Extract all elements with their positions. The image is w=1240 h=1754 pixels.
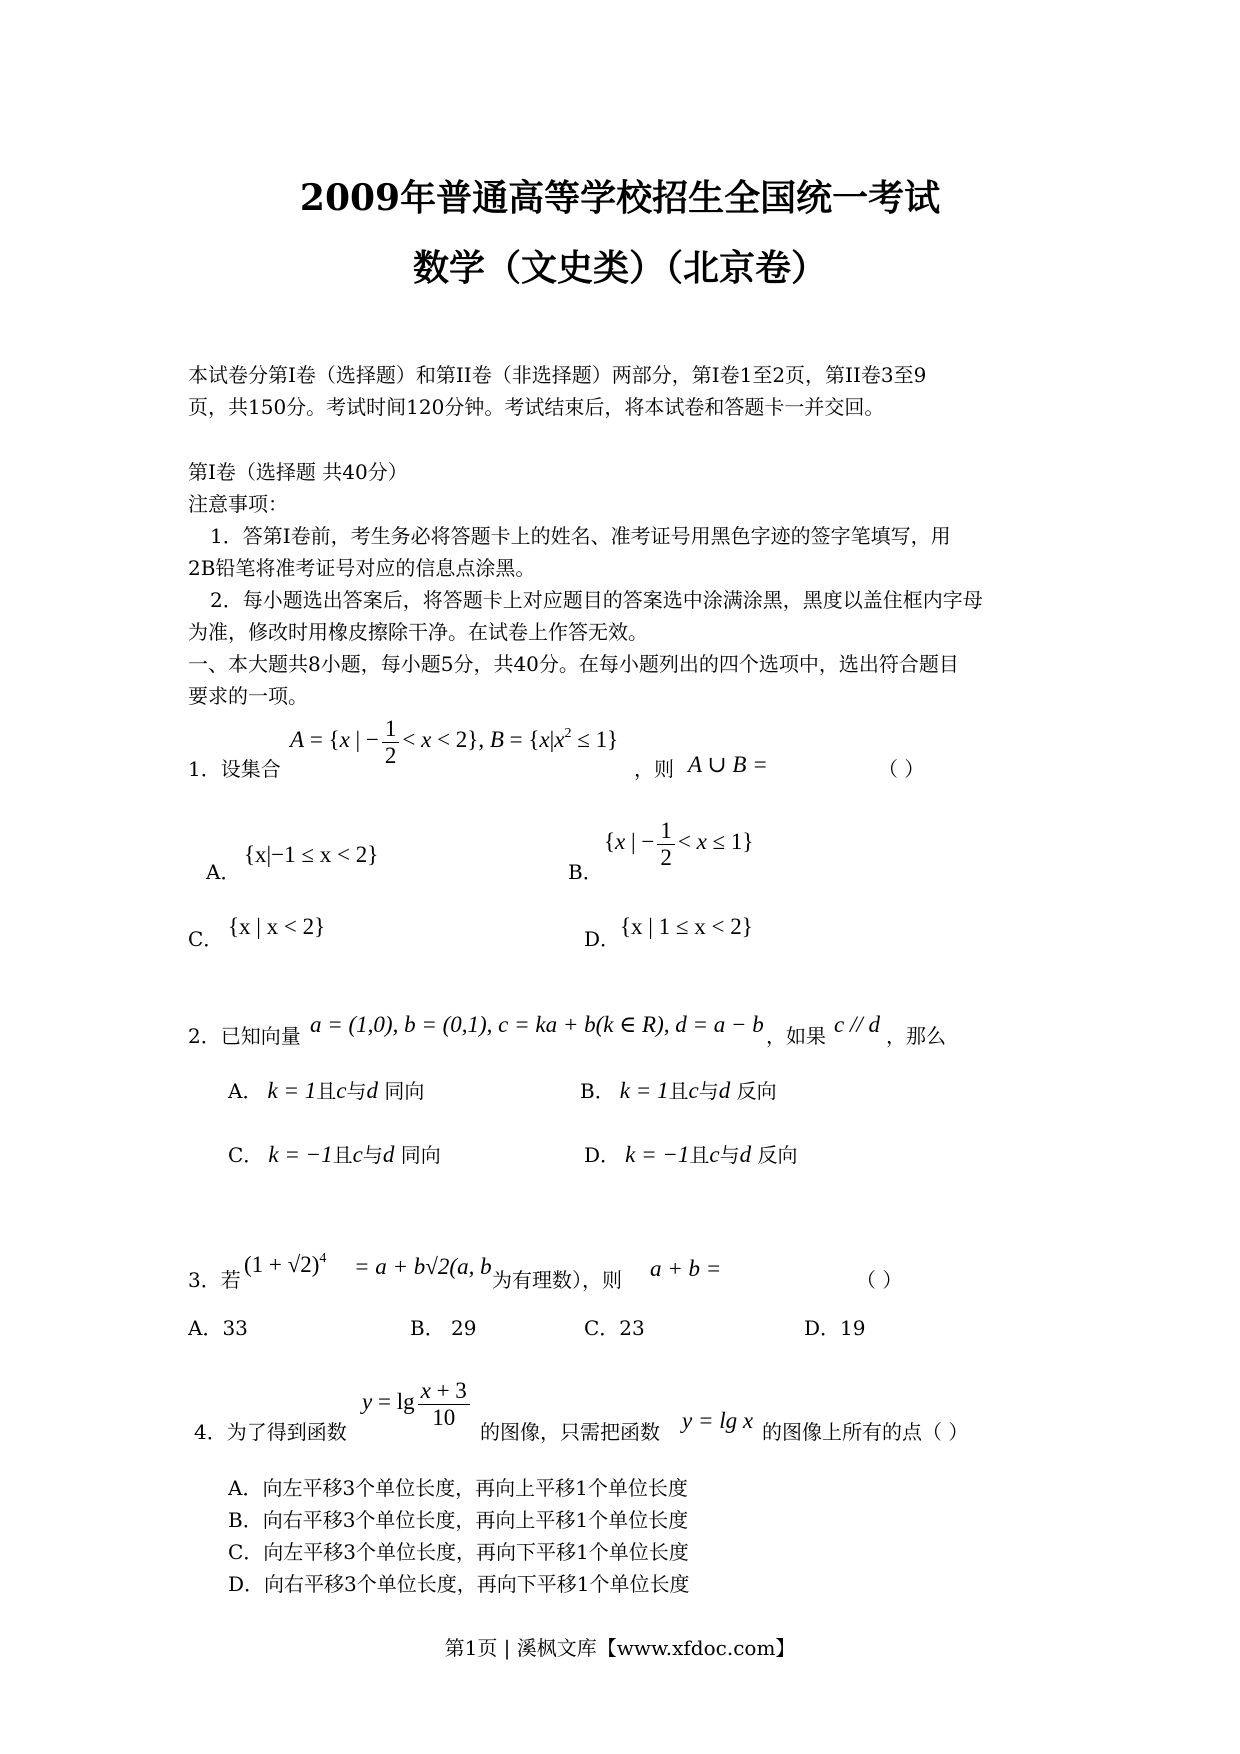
q4-option-a: A．向左平移3个单位长度，再向上平移1个单位长度 bbox=[228, 1476, 688, 1500]
q1-sets-formula: A = {x | − $\frac{1}{2}$ < x < 2}, B = {x|x2 ≤ 1} bbox=[290, 716, 619, 768]
q1-option-b: {x | − $\frac{1}{2}$ < x ≤ 1} bbox=[604, 818, 754, 870]
q1-prefix: 1．设集合 bbox=[188, 757, 281, 781]
q4-function-1: y = lg $\frac{x + 3}{10}$ bbox=[362, 1378, 473, 1431]
q4-prefix: 4．为了得到函数 bbox=[194, 1420, 347, 1444]
note-1-line-2: 2B铅笔将准考证号对应的信息点涂黑。 bbox=[188, 556, 536, 580]
q4-function-2: y = lg x bbox=[682, 1408, 754, 1433]
q1-option-c-label: C． bbox=[188, 927, 224, 951]
notes-header: 注意事项： bbox=[188, 492, 288, 516]
q2-then: ，那么 bbox=[886, 1024, 946, 1048]
q2-if: ，如果 bbox=[766, 1024, 826, 1048]
q3-prefix: 3．若 bbox=[188, 1268, 241, 1292]
intro-line-2: 页，共150分。考试时间120分钟。考试结束后，将本试卷和答题卡一并交回。 bbox=[188, 395, 885, 419]
q3-power-formula: (1 + √2)4 bbox=[244, 1251, 327, 1277]
q3-middle: 为有理数），则 bbox=[492, 1268, 622, 1292]
q1-option-a: {x|−1 ≤ x < 2} bbox=[244, 842, 379, 867]
q2-option-c: C． k = −1且c与d 同向 bbox=[228, 1142, 441, 1167]
document-title: 2009年普通高等学校招生全国统一考试 bbox=[299, 177, 941, 219]
q4-option-d: D．向右平移3个单位长度，再向下平移1个单位长度 bbox=[228, 1572, 690, 1596]
document-subtitle: 数学（文史类）（北京卷） bbox=[412, 247, 827, 289]
q4-option-c: C．向左平移3个单位长度，再向下平移1个单位长度 bbox=[228, 1540, 689, 1564]
q1-option-c: {x | x < 2} bbox=[228, 914, 326, 939]
q4-option-b: B．向右平移3个单位长度，再向上平移1个单位长度 bbox=[228, 1508, 689, 1532]
q4-suffix: 的图像上所有的点（ ） bbox=[762, 1420, 969, 1444]
q1-option-b-label: B． bbox=[568, 860, 603, 884]
section-1-line-1: 一、本大题共8小题，每小题5分，共40分。在每小题列出的四个选项中，选出符合题目 bbox=[188, 652, 959, 676]
q3-option-c: C．23 bbox=[584, 1316, 645, 1340]
q3-option-d: D．19 bbox=[804, 1316, 866, 1340]
q2-vector-formula: a = (1,0), b = (0,1), c = ka + b(k ∈ R), d = a − b bbox=[310, 1012, 764, 1037]
q2-option-a: A． k = 1且c与d 同向 bbox=[228, 1078, 425, 1103]
page-footer: 第1页 | 溪枫文库【www.xfdoc.com】 bbox=[444, 1636, 796, 1660]
q2-option-b: B． k = 1且c与d 反向 bbox=[580, 1078, 777, 1103]
q2-prefix: 2．已知向量 bbox=[188, 1024, 301, 1048]
note-1-line-1: 1．答第I卷前，考生务必将答题卡上的姓名、准考证号用黑色字迹的签字笔填写，用 bbox=[210, 524, 951, 548]
q1-option-d: {x | 1 ≤ x < 2} bbox=[620, 914, 753, 939]
q3-answer-paren: （ ） bbox=[856, 1268, 903, 1292]
q1-union: A ∪ B = bbox=[688, 752, 768, 777]
q3-sum: a + b = bbox=[650, 1256, 722, 1281]
q1-option-d-label: D． bbox=[584, 927, 621, 951]
section-1-line-2: 要求的一项。 bbox=[188, 684, 308, 708]
note-2-line-1: 2．每小题选出答案后，将答题卡上对应题目的答案选中涂满涂黑，黑度以盖住框内字母 bbox=[210, 588, 983, 612]
q3-equation: = a + b√2(a, b bbox=[354, 1254, 492, 1279]
q3-option-a: A．33 bbox=[188, 1316, 248, 1340]
intro-line-1: 本试卷分第I卷（选择题）和第II卷（非选择题）两部分，第I卷1至2页，第II卷3至9 bbox=[188, 363, 927, 387]
note-2-line-2: 为准，修改时用橡皮擦除干净。在试卷上作答无效。 bbox=[188, 620, 648, 644]
q1-option-a-label: A． bbox=[206, 860, 241, 884]
q2-condition: c // d bbox=[834, 1012, 880, 1037]
q3-option-b: B． 29 bbox=[410, 1316, 477, 1340]
q2-option-d: D． k = −1且c与d 反向 bbox=[584, 1142, 798, 1167]
part1-header: 第I卷（选择题 共40分） bbox=[188, 460, 408, 484]
q4-middle: 的图像，只需把函数 bbox=[480, 1420, 660, 1444]
q1-answer-paren: （ ） bbox=[878, 757, 925, 781]
q1-then: ，则 bbox=[634, 757, 674, 781]
